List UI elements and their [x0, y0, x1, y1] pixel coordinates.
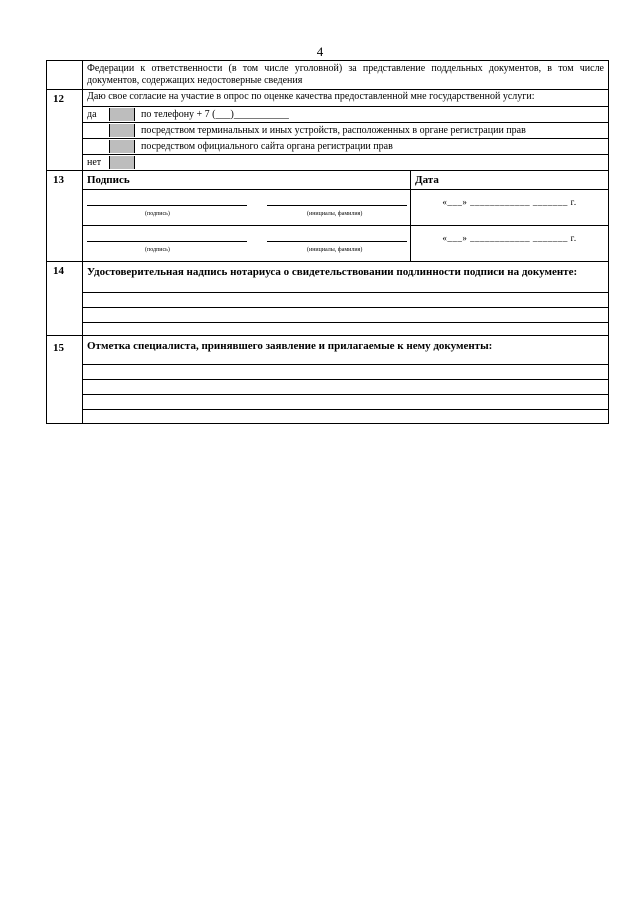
row-13 [47, 171, 609, 190]
phone-option-label: по телефону + 7 (___)___________ [141, 108, 289, 120]
option-website[interactable] [83, 138, 608, 154]
signature-header: Подпись [87, 174, 130, 186]
specialist-line[interactable] [83, 356, 608, 365]
signature-row-2 [47, 226, 609, 262]
phone-checkbox[interactable] [109, 108, 135, 121]
date-field-2[interactable] [411, 226, 608, 261]
date-header: Дата [415, 174, 439, 186]
notary-line[interactable] [83, 308, 608, 323]
continuation-text: Федерации к ответственности (в том числе уголовной) за представление поддельных документов, в том числе документов, содержащих недостоверные сведения [87, 63, 604, 86]
notary-line[interactable] [83, 323, 608, 335]
date-template-1: «___» ____________ _______ г. [442, 197, 577, 207]
form-table [46, 60, 609, 424]
specialist-line[interactable] [83, 365, 608, 380]
row-number-14: 14 [47, 262, 83, 336]
website-checkbox[interactable] [109, 140, 135, 153]
signature-caption: (подпись) [145, 211, 170, 217]
signature-caption: (подпись) [145, 247, 170, 253]
date-template-2: «___» ____________ _______ г. [442, 233, 577, 243]
notary-text: Удостоверительная надпись нотариуса о свидетельствовании подлинности подписи на документе: [87, 266, 578, 278]
row-15 [47, 336, 609, 424]
consent-question: Даю свое согласие на участие в опрос по оценке качества предоставленной мне государственной услуги: [87, 91, 535, 102]
row-number-12: 12 [47, 90, 83, 171]
row-number-13: 13 [47, 171, 83, 262]
date-field-1[interactable] [411, 190, 608, 225]
no-label: нет [87, 156, 102, 168]
specialist-text: Отметка специалиста, принявшего заявление и прилагаемые к нему документы: [87, 340, 493, 352]
page-number: 4 [316, 44, 324, 59]
signature-row-1 [47, 190, 609, 226]
signature-field-1[interactable] [83, 190, 410, 225]
terminal-option-label: посредством терминальных и иных устройств, расположенных в органе регистрации прав [141, 124, 526, 136]
name-caption: (инициалы, фамилия) [307, 247, 363, 253]
option-no[interactable] [83, 154, 608, 170]
specialist-line[interactable] [83, 410, 608, 423]
terminal-checkbox[interactable] [109, 124, 135, 137]
row-continuation [47, 61, 609, 90]
row-number-15: 15 [47, 336, 83, 424]
yes-label: да [87, 108, 97, 120]
no-checkbox[interactable] [109, 156, 135, 169]
option-phone[interactable] [83, 106, 608, 122]
signature-field-2[interactable] [83, 226, 410, 261]
website-option-label: посредством официального сайта органа регистрации прав [141, 140, 393, 152]
specialist-line[interactable] [83, 395, 608, 410]
row-12 [47, 90, 609, 171]
option-terminal[interactable] [83, 122, 608, 138]
specialist-line[interactable] [83, 380, 608, 395]
name-caption: (инициалы, фамилия) [307, 211, 363, 217]
notary-line[interactable] [83, 280, 608, 293]
notary-line[interactable] [83, 293, 608, 308]
row-14 [47, 262, 609, 336]
